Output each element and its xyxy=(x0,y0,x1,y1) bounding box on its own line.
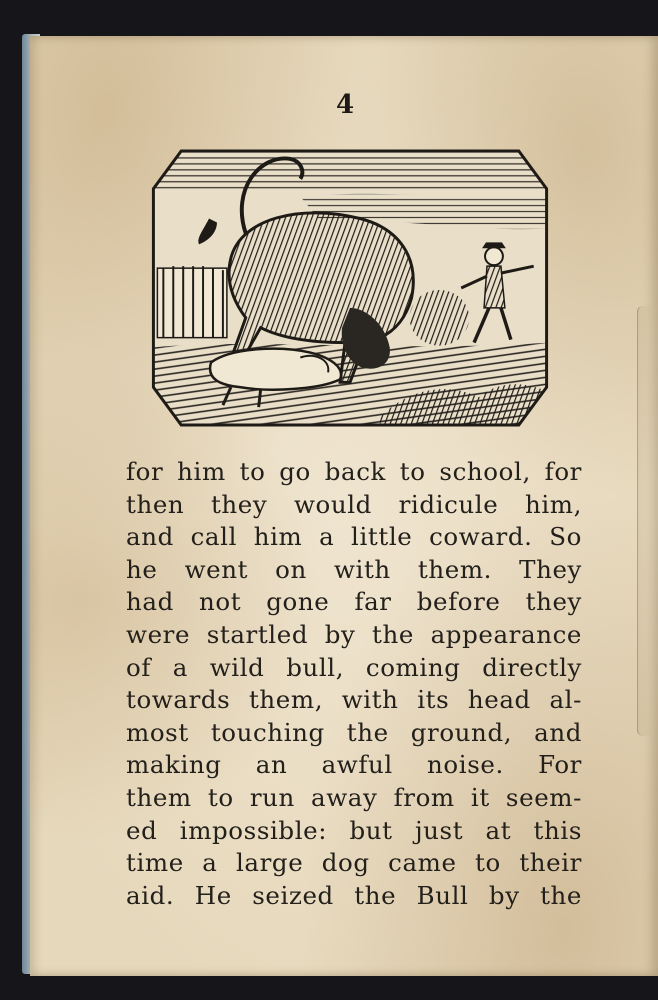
text-line: were startled by the appearance xyxy=(126,619,582,649)
text-line: and call him a little coward. So xyxy=(126,522,582,552)
text-line: most touching the ground, and xyxy=(126,717,582,747)
text-line: he went on with them. They xyxy=(126,554,582,584)
text-line: them to run away from it seem- xyxy=(126,782,582,812)
book-page xyxy=(30,36,658,976)
text-line: ed impossible: but just at this xyxy=(126,815,582,845)
woodcut-illustration xyxy=(151,149,549,427)
text-line: aid. He seized the Bull by the xyxy=(126,880,582,910)
text-line: of a wild bull, coming directly xyxy=(126,652,582,682)
text-line: making an awful noise. For xyxy=(126,750,582,780)
text-line: time a large dog came to their xyxy=(126,848,582,878)
page-number: 4 xyxy=(335,90,355,120)
page-fold xyxy=(637,306,652,736)
text-line: then they would ridicule him, xyxy=(126,489,582,519)
text-line: towards them, with its head al- xyxy=(126,685,582,715)
text-line: had not gone far before they xyxy=(126,587,582,617)
text-line: for him to go back to school, for xyxy=(126,457,582,486)
story-text xyxy=(126,456,582,912)
